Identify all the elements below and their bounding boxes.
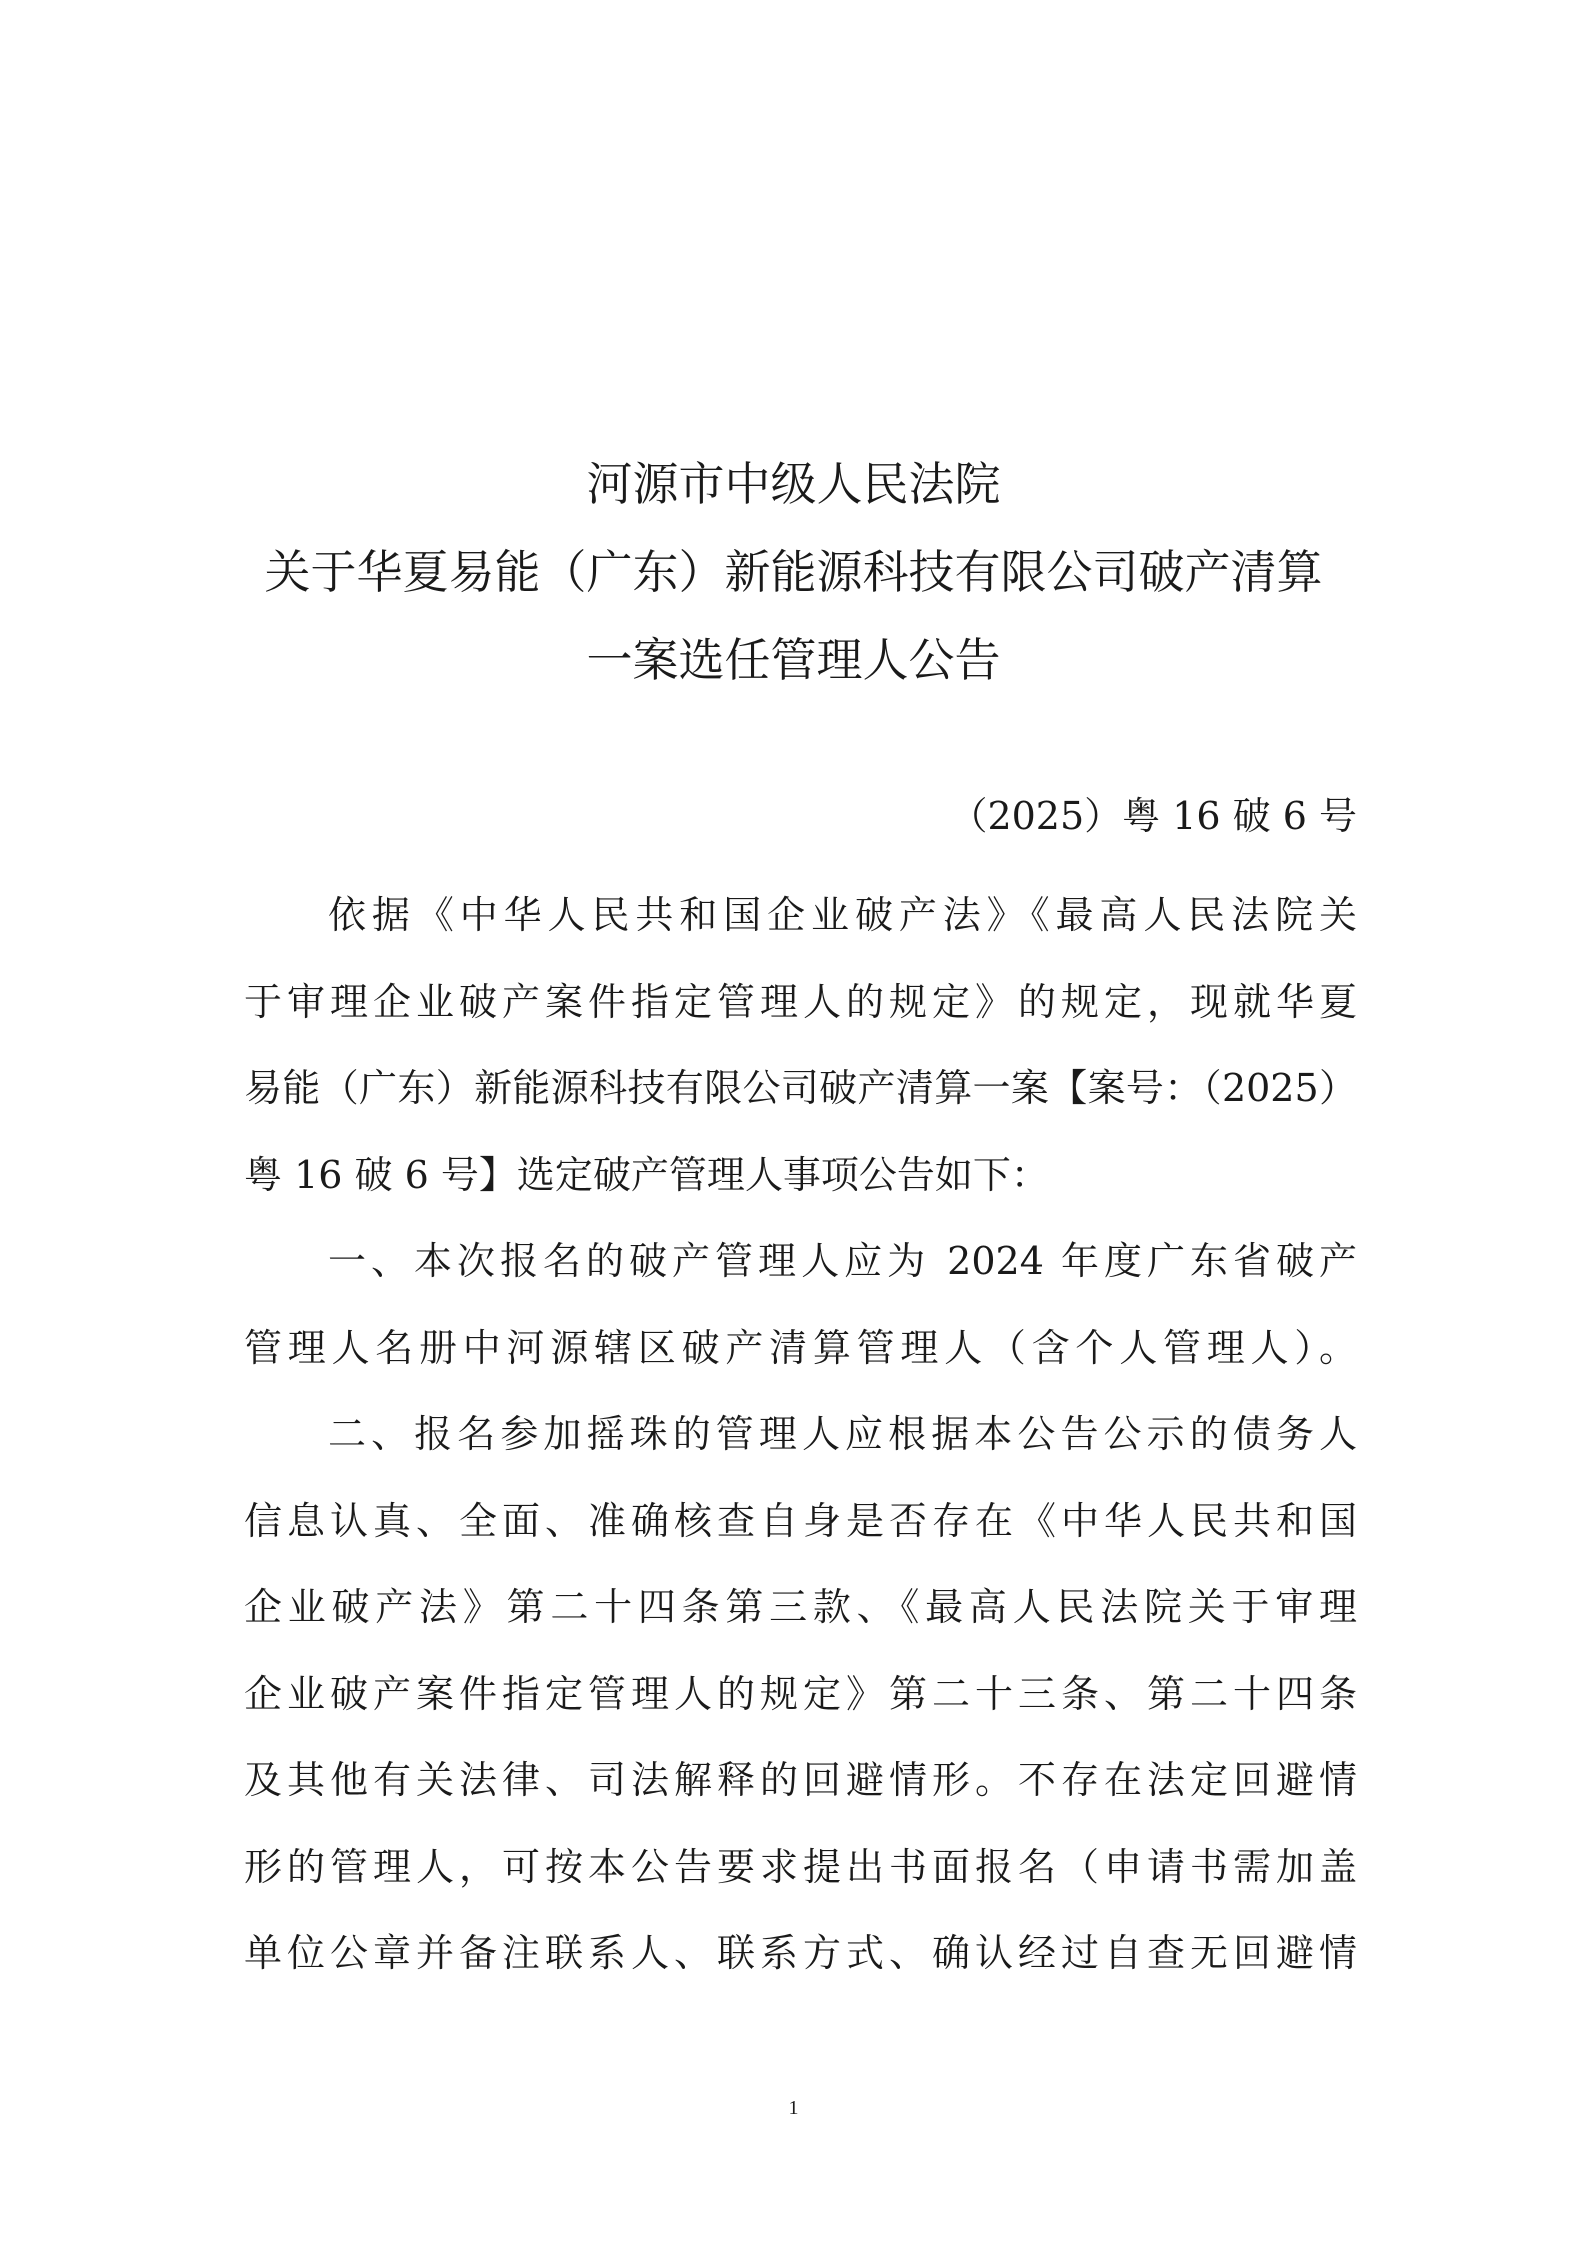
body-line: 一、本次报名的破产管理人应为 2024 年度广东省破产	[328, 1239, 1357, 1283]
body-line: 于审理企业破产案件指定管理人的规定》的规定，现就华夏	[244, 979, 1357, 1024]
body-line: 企业破产法》第二十四条第三款、《最高人民法院关于审理	[244, 1585, 1357, 1629]
title-court-name: 河源市中级人民法院	[586, 457, 1001, 511]
document-title	[200, 440, 1387, 704]
body-line: 信息认真、全面、准确核查自身是否存在《中华人民共和国	[244, 1498, 1357, 1543]
body-line: 单位公章并备注联系人、联系方式、确认经过自查无回避情	[244, 1931, 1357, 1975]
body-line: 管理人名册中河源辖区破产清算管理人（含个人管理人）。	[244, 1325, 1357, 1370]
body-line: 企业破产案件指定管理人的规定》第二十三条、第二十四条	[244, 1671, 1357, 1716]
case-number: （2025）粤 16 破 6 号	[949, 794, 1357, 838]
body-line: 形的管理人，可按本公告要求提出书面报名（申请书需加盖	[244, 1844, 1357, 1889]
body-line: 依据《中华人民共和国企业破产法》《最高人民法院关	[328, 893, 1357, 937]
title-subject: 关于华夏易能（广东）新能源科技有限公司破产清算	[264, 545, 1323, 599]
body-line: 及其他有关法律、司法解释的回避情形。不存在法定回避情	[244, 1758, 1357, 1802]
page-number: 1	[788, 2097, 799, 2119]
body-line: 粤 16 破 6 号】选定破产管理人事项公告如下：	[244, 1152, 1049, 1197]
title-announcement: 一案选任管理人公告	[586, 633, 1001, 687]
document-body	[244, 872, 1357, 1997]
body-line: 易能（广东）新能源科技有限公司破产清算一案【案号：（2025）	[244, 1066, 1357, 1110]
body-line: 二、报名参加摇珠的管理人应根据本公告公示的债务人	[328, 1412, 1357, 1456]
